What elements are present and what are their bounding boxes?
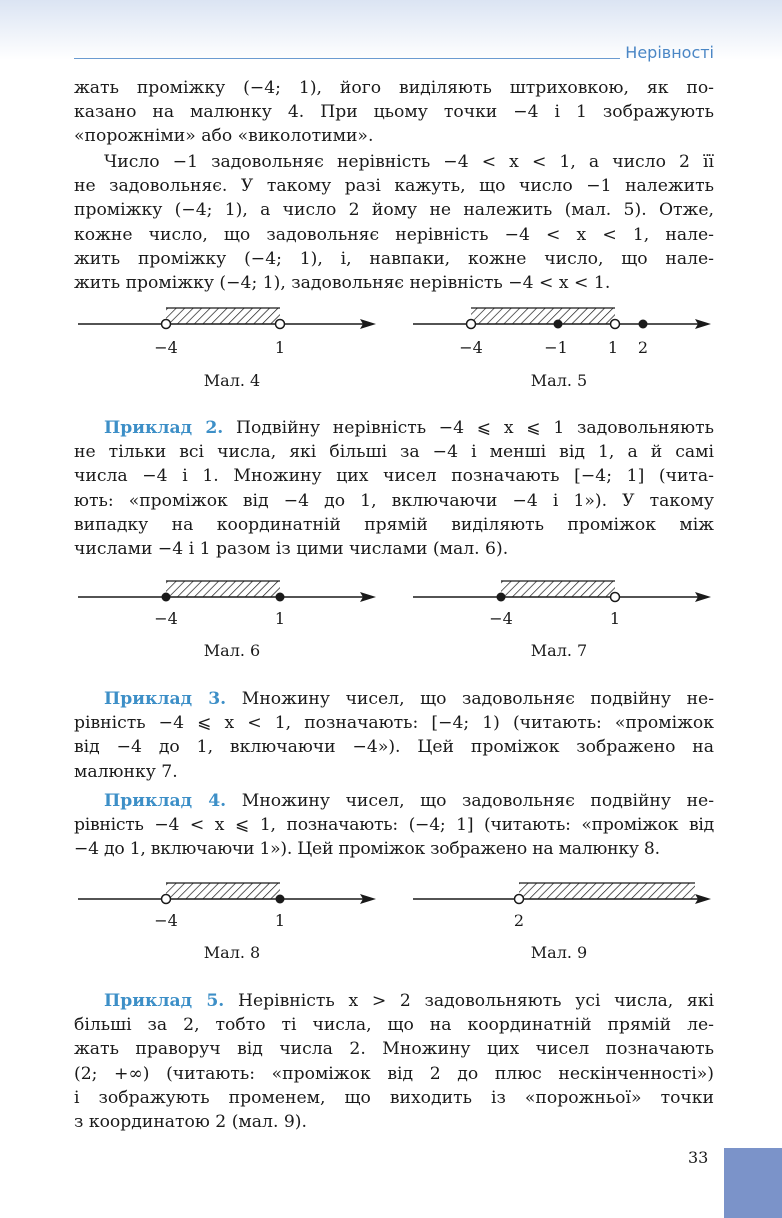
figure-9 [411,881,721,941]
number-line-7 [411,579,721,639]
example-4 [74,789,714,862]
caption-4: Мал. 4 [203,371,261,390]
tick-label: −1 [544,338,568,357]
text-line: Приклад 2. Подвійну нерівність −4 ⩽ x ⩽ 1 задовольняють [104,418,715,438]
text-line: малюнку 7. [74,761,178,782]
text-line: −4 до 1, включаючи 1»). Цей проміжок зображено на малюнку 8. [74,839,660,860]
text-line: Приклад 3. Множину чисел, що задовольняє подвійну не- [104,689,715,709]
page-corner-tab [724,1148,782,1218]
tick-label: 2 [513,911,525,930]
tick-label: 1 [274,911,286,930]
figure-7 [411,579,721,639]
tick-label: 2 [637,338,649,357]
hatched-region [519,883,695,899]
open-point [611,593,620,602]
page-number: 33 [688,1148,709,1167]
filled-point [162,593,171,602]
tick-label: −4 [154,338,178,357]
caption-9: Мал. 9 [530,943,588,962]
text-line: не тільки всі числа, які більші за −4 і менші від 1, а й самі [74,442,714,463]
text-line: жать праворуч від числа 2. Множину цих чисел позначають [74,1039,714,1060]
open-point [515,895,524,904]
example-label: Приклад 3. [104,689,227,709]
example-label: Приклад 5. [104,991,225,1011]
header-rule [74,58,620,59]
open-point [162,320,171,329]
text-line: жить проміжку (−4; 1), задовольняє нерівність −4 < x < 1. [74,272,611,293]
text-line: рівність −4 ⩽ x < 1, позначають: [−4; 1) (читають: «проміжок [74,713,714,734]
example-2 [74,416,714,561]
tick-label: 1 [274,609,286,628]
tick-label: 1 [609,609,621,628]
example-label: Приклад 2. [104,418,224,438]
filled-point [639,320,648,329]
number-line-9 [411,881,721,941]
text-line: з координатою 2 (мал. 9). [74,1111,307,1132]
text-line: жать проміжку (−4; 1), його виділяють штриховкою, як по- [74,78,714,98]
figure-5 [411,306,721,366]
tick-label: −4 [154,609,178,628]
caption-5: Мал. 5 [530,371,588,390]
caption-6: Мал. 6 [203,641,261,660]
text-line: і зображують променем, що виходить із «порожньої» точки [74,1087,714,1108]
hatched-region [166,581,280,597]
text-line: від −4 до 1, включаючи −4»). Цей проміжок зображено на [74,737,714,758]
tick-label: −4 [489,609,513,628]
open-point [611,320,620,329]
filled-point [276,895,285,904]
hatched-region [501,581,615,597]
text-line: Число −1 задовольняє нерівність −4 < x < 1, а число 2 її [104,152,714,172]
text-line: Приклад 5. Нерівність x > 2 задовольняють усі числа, які [104,991,715,1011]
text-line: ють: «проміжок від −4 до 1, включаючи −4 і 1»). У такому [74,490,714,511]
open-point [276,320,285,329]
figure-6 [76,579,386,639]
text-line: числами −4 і 1 разом із цими числами (мал. 6). [74,538,509,559]
text-line: кожне число, що задовольняє нерівність −4 < x < 1, нале- [74,224,714,245]
example-5 [74,989,714,1134]
number-line-4 [76,306,386,366]
text-line: жить проміжку (−4; 1), і, навпаки, кожне число, що нале- [74,248,714,269]
section-title: Нерівності [625,43,714,62]
filled-point [276,593,285,602]
example-3 [74,687,714,784]
open-point [162,895,171,904]
tick-label: 1 [607,338,619,357]
number-line-5 [411,306,721,366]
text-line: числа −4 і 1. Множину цих чисел позначають [−4; 1] (чита- [74,466,714,487]
number-line-6 [76,579,386,639]
text-line: не задовольняє. У такому разі кажуть, що число −1 належить [74,176,714,197]
caption-7: Мал. 7 [530,641,588,660]
filled-point [497,593,506,602]
paragraph-1 [74,76,714,149]
example-label: Приклад 4. [104,791,227,811]
number-line-8 [76,881,386,941]
text-line: «порожніми» або «виколотими». [74,126,374,147]
text-line: рівність −4 < x ⩽ 1, позначають: (−4; 1] (читають: «проміжок від [74,815,714,836]
tick-label: −4 [154,911,178,930]
hatched-region [166,308,280,324]
hatched-region [166,883,280,899]
text-line: проміжку (−4; 1), а число 2 йому не належить (мал. 5). Отже, [74,200,714,221]
caption-8: Мал. 8 [203,943,261,962]
tick-label: −4 [459,338,483,357]
hatched-region [471,308,615,324]
text-line: казано на малюнку 4. При цьому точки −4 і 1 зображують [74,102,714,123]
text-line: випадку на координатній прямій виділяють проміжок між [74,514,714,535]
figure-8 [76,881,386,941]
figure-4 [76,306,386,366]
paragraph-2 [74,150,714,295]
text-line: Приклад 4. Множину чисел, що задовольняє подвійну не- [104,791,715,811]
tick-label: 1 [274,338,286,357]
filled-point [554,320,563,329]
text-line: більші за 2, тобто ті числа, що на координатній прямій ле- [74,1015,714,1036]
text-line: (2; +∞) (читають: «проміжок від 2 до плюс нескінченності») [74,1063,714,1084]
open-point [467,320,476,329]
